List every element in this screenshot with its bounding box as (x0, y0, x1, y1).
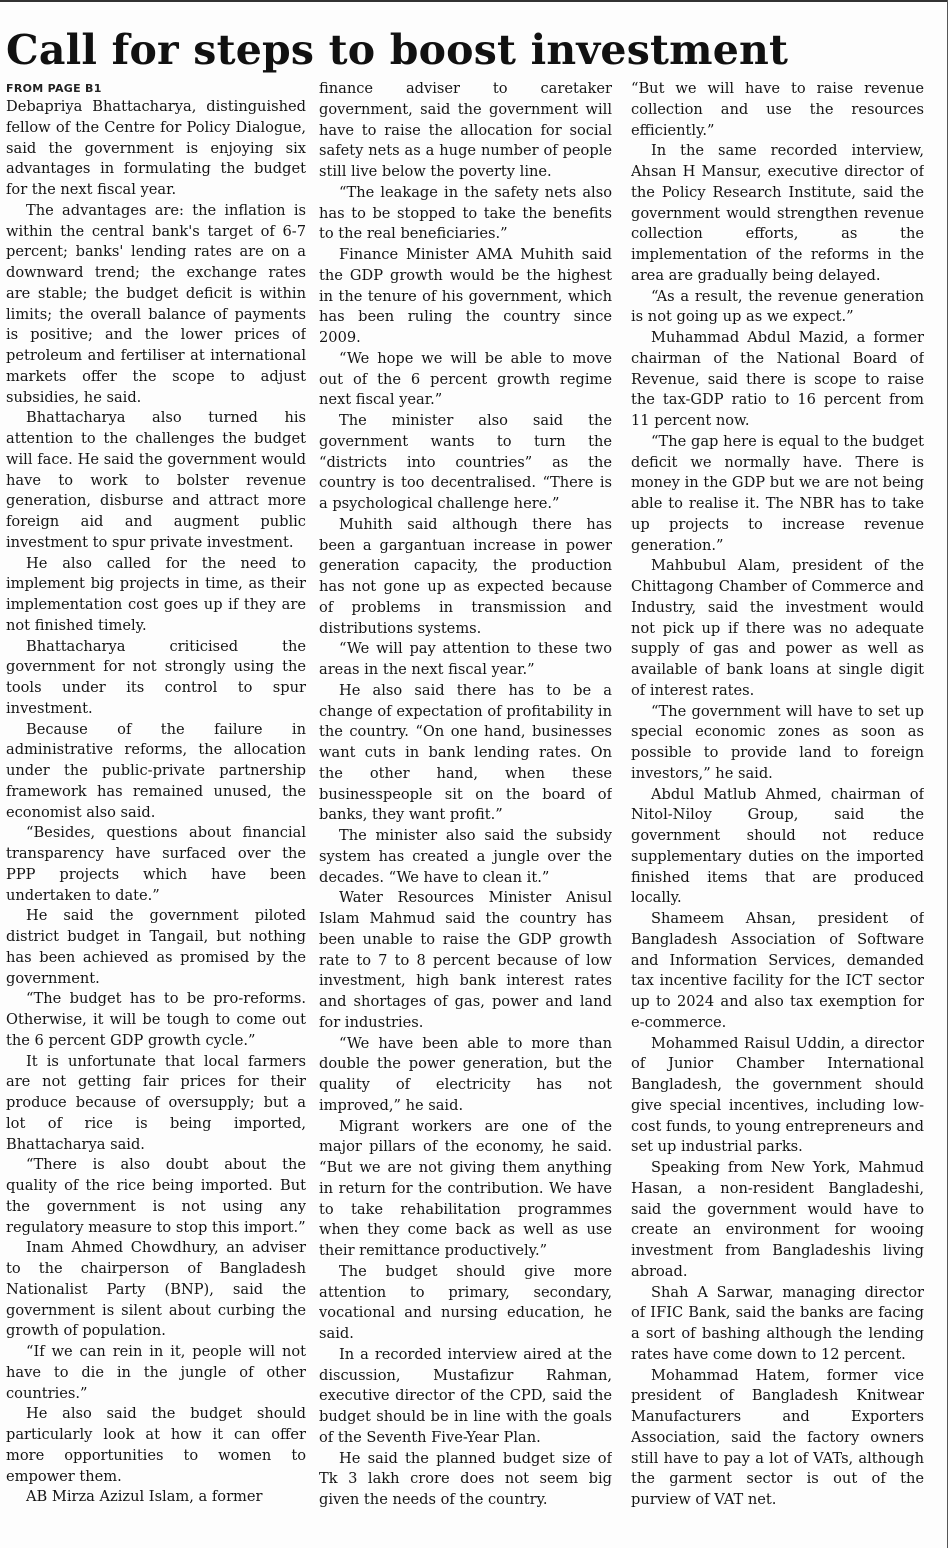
article-paragraph: Inam Ahmed Chowdhury, an adviser to the chairperson of Bangladesh Nationalist Party (BNP), said the government is silent about curbing the growth of population. (6, 1239, 306, 1340)
headline: Call for steps to boost investment (6, 26, 789, 74)
article-paragraph: The minister also said the government wants to turn the “districts into countries” as the country is too decentralised. “There is a psychological challenge here.” (319, 412, 612, 512)
article-paragraph: Finance Minister AMA Muhith said the GDP growth would be the highest in the tenure of his government, which has been ruling the country since 2009. (319, 246, 612, 346)
article-paragraph: The minister also said the subsidy system has created a jungle over the decades. “We have to clean it.” (319, 827, 612, 886)
article-paragraph: In a recorded interview aired at the discussion, Mustafizur Rahman, executive director of the CPD, said the budget should be in line with the goals of the Seventh Five-Year Plan. (319, 1345, 612, 1446)
article-paragraph: “There is also doubt about the quality of the rice being imported. But the government is not using any regulatory measure to stop this import.” (6, 1156, 306, 1236)
article-paragraph: “If we can rein in it, people will not have to die in the jungle of other countries.” (6, 1343, 306, 1402)
top-rule (0, 0, 948, 2)
article-paragraph: Mahbubul Alam, president of the Chittagong Chamber of Commerce and Industry, said the investment would not pick up if there was no adequate supply of gas and power as well as available of bank loans at single digit of interest rates. (631, 557, 924, 699)
article-paragraph: “Besides, questions about financial transparency have surfaced over the PPP projects which have been undertaken to date.” (6, 824, 306, 904)
article-column-3 (631, 79, 924, 1545)
article-paragraph: finance adviser to caretaker government, said the government will have to raise the allocation for social safety nets as a huge number of people still live below the poverty line. (319, 80, 612, 180)
article-paragraph: Muhammad Abdul Mazid, a former chairman of the National Board of Revenue, said there is scope to raise the tax-GDP ratio to 16 percent from 11 percent now. (631, 329, 924, 429)
article-paragraph: Debapriya Bhattacharya, distinguished fellow of the Centre for Policy Dialogue, said the government is enjoying six advantages in formulating the budget for the next fiscal year. (6, 98, 306, 198)
article-paragraph: It is unfortunate that local farmers are not getting fair prices for their produce because of oversupply; but a lot of rice is being imported, Bhattacharya said. (6, 1052, 306, 1153)
article-paragraph: “As a result, the revenue generation is not going up as we expect.” (631, 287, 924, 326)
article-paragraph: Migrant workers are one of the major pillars of the economy, he said. “But we are not giving them anything in return for the contribution. We have to take rehabilitation programmes when they come back as well as use their remittance productively.” (319, 1117, 612, 1259)
article-paragraph: The budget should give more attention to primary, secondary, vocational and nursing education, he said. (319, 1262, 612, 1342)
article-paragraph: Abdul Matlub Ahmed, chairman of Nitol-Niloy Group, said the government should not reduce supplementary duties on the imported finished items that are produced locally. (631, 785, 924, 907)
article-paragraph: Shah A Sarwar, managing director of IFIC Bank, said the banks are facing a sort of bashing although the lending rates have come down to 12 percent. (631, 1283, 924, 1363)
article-paragraph: Water Resources Minister Anisul Islam Mahmud said the country has been unable to raise the GDP growth rate to 7 to 8 percent because of low investment, high bank interest rates and shortages of gas, power and land for industries. (319, 889, 612, 1031)
article-paragraph: The advantages are: the inflation is within the central bank's target of 6-7 percent; banks' lending rates are on a downward trend; the exchange rates are stable; the budget deficit is within limits; the overall balance of payments is positive; and the lower prices of petroleum and fertiliser at international markets offer the scope to adjust subsidies, he said. (6, 201, 306, 406)
article-paragraph: He also said there has to be a change of expectation of profitability in the country. “On one hand, businesses want cuts in bank lending rates. On the other hand, when these businesspeople sit on the board of banks, they want profit.” (319, 681, 612, 824)
article-paragraph: He said the government piloted district budget in Tangail, but nothing has been achieved as promised by the government. (6, 907, 306, 987)
article-paragraph: He said the planned budget size of Tk 3 lakh crore does not seem big given the needs of the country. (319, 1449, 612, 1508)
article-paragraph: “The gap here is equal to the budget deficit we normally have. There is money in the GDP but we are not being able to realise it. The NBR has to take up projects to increase revenue generation.” (631, 432, 924, 554)
article-paragraph: AB Mirza Azizul Islam, a former (26, 1488, 263, 1506)
article-paragraph: “The leakage in the safety nets also has to be stopped to take the benefits to the real beneficiaries.” (319, 183, 612, 243)
dateline: FROM PAGE B1 (6, 82, 102, 95)
article-column-2 (319, 79, 612, 1545)
article-paragraph: “We will pay attention to these two areas in the next fiscal year.” (319, 640, 612, 678)
article-paragraph: “But we will have to raise revenue collection and use the resources efficiently.” (631, 80, 924, 139)
article-paragraph: Muhith said although there has been a gargantuan increase in power generation capacity, the production has not gone up as expected because of problems in transmission and distributions systems. (319, 515, 612, 637)
article-paragraph: Because of the failure in administrative reforms, the allocation under the public-private partnership framework has remained unused, the economist also said. (6, 720, 306, 821)
article-paragraph: “The budget has to be pro-reforms. Otherwise, it will be tough to come out the 6 percent GDP growth cycle.” (6, 990, 306, 1049)
article-paragraph: In the same recorded interview, Ahsan H Mansur, executive director of the Policy Research Institute, said the government would strengthen revenue collection efforts, as the implementation of the reforms in the area are gradually being delayed. (631, 142, 924, 284)
article-paragraph: He also said the budget should particularly look at how it can offer more opportunities to women to empower them. (6, 1405, 306, 1485)
article-paragraph: “We hope we will be able to move out of the 6 percent growth regime next fiscal year.” (319, 349, 612, 409)
article-paragraph: Bhattacharya also turned his attention to the challenges the budget will face. He said the government would have to work to bolster revenue generation, disburse and attract more foreign aid and augment public investment to spur private investment. (6, 409, 306, 551)
article-paragraph: Mohammed Raisul Uddin, a director of Junior Chamber International Bangladesh, the government should give special incentives, including low-cost funds, to young entrepreneurs and set up industrial parks. (631, 1034, 924, 1156)
article-paragraph: Mohammad Hatem, former vice president of Bangladesh Knitwear Manufacturers and Exporters Association, said the factory owners still have to pay a lot of VATs, although the garment sector is out of the purview of VAT net. (631, 1366, 924, 1508)
article-paragraph: Bhattacharya criticised the government for not strongly using the tools under its control to spur investment. (6, 637, 306, 717)
article-paragraph: “We have been able to more than double the power generation, but the quality of electricity has not improved,” he said. (319, 1034, 612, 1114)
article-paragraph: Speaking from New York, Mahmud Hasan, a non-resident Bangladeshi, said the government would have to create an environment for wooing investment from Bangladeshis living abroad. (631, 1159, 924, 1280)
article-column-1 (6, 81, 306, 1547)
article-paragraph: He also called for the need to implement big projects in time, as their implementation cost goes up if they are not finished timely. (6, 554, 306, 634)
article-paragraph: “The government will have to set up special economic zones as soon as possible to provide land to foreign investors,” he said. (631, 702, 924, 782)
article-paragraph: Shameem Ahsan, president of Bangladesh Association of Software and Information Services, demanded tax incentive facility for the ICT sector up to 2024 and also tax exemption for e-commerce. (631, 910, 924, 1031)
